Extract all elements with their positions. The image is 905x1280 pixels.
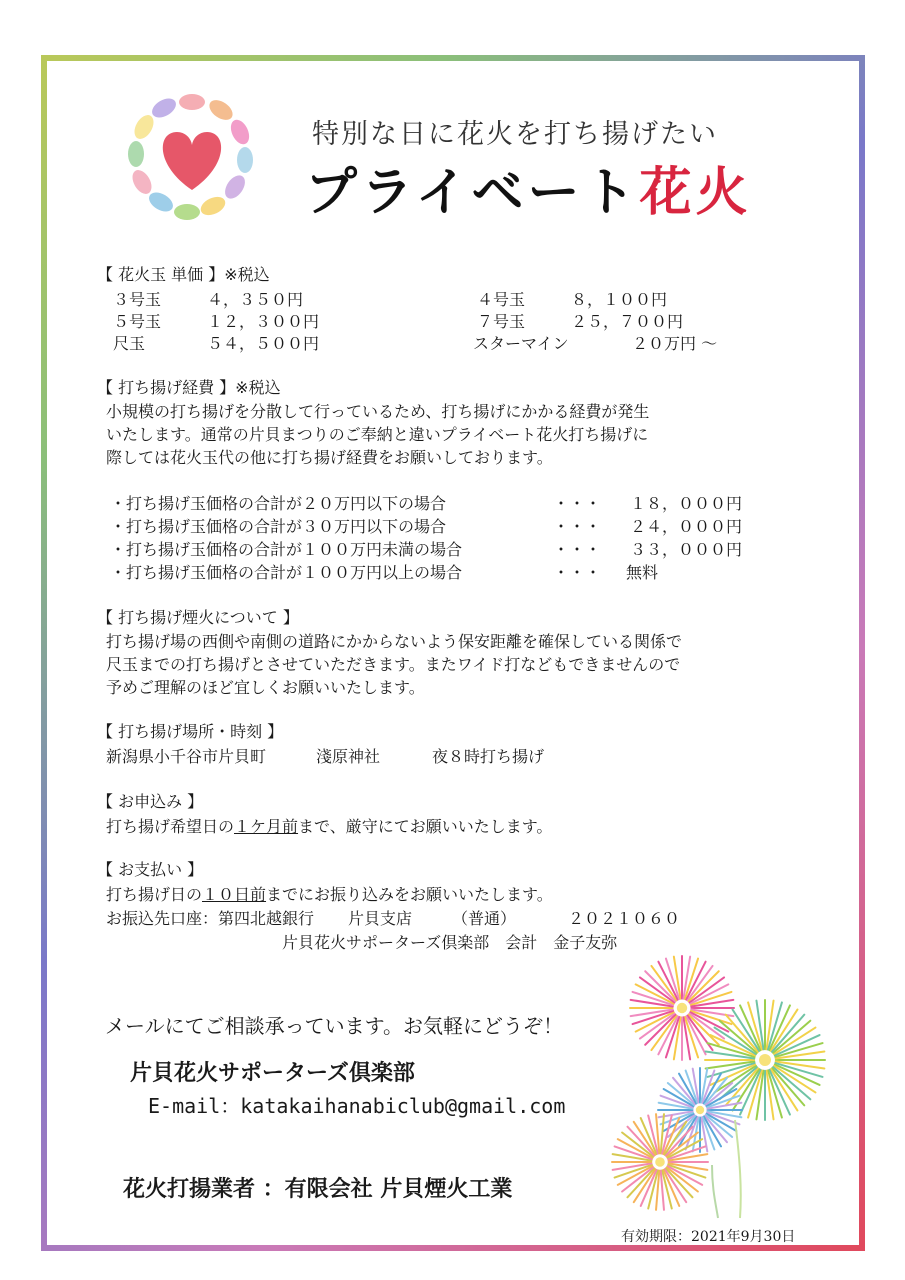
title-subtitle: 特別な日に花火を打ち揚げたい (312, 119, 718, 150)
price-value-1: ４，３５０円 (207, 290, 304, 309)
payment-post: までにお振り込みをお願いいたします。 (266, 885, 553, 904)
heart-wreath-logo (125, 90, 260, 225)
cost-row-1-condition: ・打ち揚げ玉価格の合計が２０万円以下の場合 (110, 494, 447, 513)
title-main (305, 150, 751, 225)
cost-row-2-dots: ・・・ (553, 517, 602, 536)
price-value-4: ２５，７００円 (571, 312, 684, 331)
price-value-3: １２，３００円 (207, 312, 320, 331)
account-holder: 片貝花火サポーターズ倶楽部 会計 金子友弥 (282, 933, 618, 952)
payment-pre: 打ち揚げ日の (106, 885, 203, 904)
club-name: 片貝花火サポーターズ倶楽部 (130, 1061, 415, 1086)
price-name-1: ３号玉 (113, 290, 162, 309)
cost-line-3: 際しては花火玉代の他に打ち揚げ経費をお願いしております。 (106, 448, 553, 467)
smoke-line-3: 予めご理解のほど宜しくお願いいたします。 (106, 678, 425, 697)
smoke-line-1: 打ち揚げ場の西側や南側の道路にかからないよう保安距離を確保している関係で (106, 632, 683, 651)
cost-row-3-fee: ３３，０００円 (630, 540, 743, 559)
email-address[interactable]: E-mail：katakaihanabiclub@gmail.com (148, 1094, 566, 1118)
price-name-2: ４号玉 (477, 290, 526, 309)
price-value-2: ８，１００円 (571, 290, 668, 309)
cost-row-2-condition: ・打ち揚げ玉価格の合計が３０万円以下の場合 (110, 517, 447, 536)
apply-post: まで、厳守にてお願いいたします。 (298, 817, 553, 836)
cost-row-3-condition: ・打ち揚げ玉価格の合計が１００万円未満の場合 (110, 540, 463, 559)
price-name-4: ７号玉 (477, 312, 526, 331)
cost-row-4-fee: 無料 (626, 563, 659, 582)
price-heading: 【 花火玉 単価 】※税込 (97, 265, 270, 284)
firework-burst-pink (630, 956, 734, 1060)
cost-row-1-fee: １８，０００円 (630, 494, 743, 513)
fireworks-illustration (600, 950, 840, 1220)
price-name-3: ５号玉 (113, 312, 162, 331)
apply-pre: 打ち揚げ希望日の (106, 817, 235, 836)
apply-heading: 【 お申込み 】 (97, 792, 204, 811)
payment-deadline: １０日前 (202, 885, 267, 904)
smoke-heading: 【 打ち揚げ煙火について 】 (97, 608, 299, 627)
smoke-description (106, 630, 806, 699)
cost-description (106, 400, 806, 469)
place-time: 夜８時打ち揚げ (432, 747, 545, 766)
account-type: （普通） (452, 909, 517, 928)
account-bank: お振込先口座：第四北越銀行 (106, 909, 315, 928)
cost-row-4-condition: ・打ち揚げ玉価格の合計が１００万円以上の場合 (110, 563, 463, 582)
price-name-6: スターマイン (473, 334, 569, 353)
place-heading: 【 打ち揚げ場所・時刻 】 (97, 722, 284, 741)
cost-line-2: いたします。通常の片貝まつりのご奉納と違いプライベート花火打ち揚げに (106, 425, 649, 444)
price-name-5: 尺玉 (113, 334, 146, 353)
apply-deadline: １ケ月前 (234, 817, 299, 836)
validity-date: 有効期限：2021年9月30日 (621, 1229, 796, 1245)
payment-text (106, 882, 553, 905)
place-shrine: 淺原神社 (316, 747, 381, 766)
fireworks-maker: 花火打揚業者 ：有限会社 片貝煙火工業 (123, 1177, 513, 1202)
title-main-text: プライベート (305, 163, 640, 223)
account-branch: 片貝支店 (348, 909, 413, 928)
cost-row-1-dots: ・・・ (553, 494, 602, 513)
smoke-line-2: 尺玉までの打ち揚げとさせていただきます。またワイド打などもできませんので (106, 655, 681, 674)
place-location: 新潟県小千谷市片貝町 (106, 747, 267, 766)
cost-row-2-fee: ２４，０００円 (630, 517, 743, 536)
payment-heading: 【 お支払い 】 (97, 860, 204, 879)
cost-row-3-dots: ・・・ (553, 540, 602, 559)
price-value-6: ２０万円 ～ (632, 334, 718, 353)
title-main-red: 花火 (639, 163, 752, 223)
cost-heading: 【 打ち揚げ経費 】※税込 (97, 378, 281, 397)
account-number: ２０２１０６０ (568, 909, 681, 928)
consultation-message: メールにてご相談承っています。お気軽にどうぞ！ (105, 1014, 563, 1038)
cost-row-4-dots: ・・・ (553, 563, 602, 582)
apply-text (106, 814, 552, 837)
price-value-5: ５４，５００円 (207, 334, 320, 353)
cost-line-1: 小規模の打ち揚げを分散して行っているため、打ち揚げにかかる経費が発生 (106, 402, 650, 421)
